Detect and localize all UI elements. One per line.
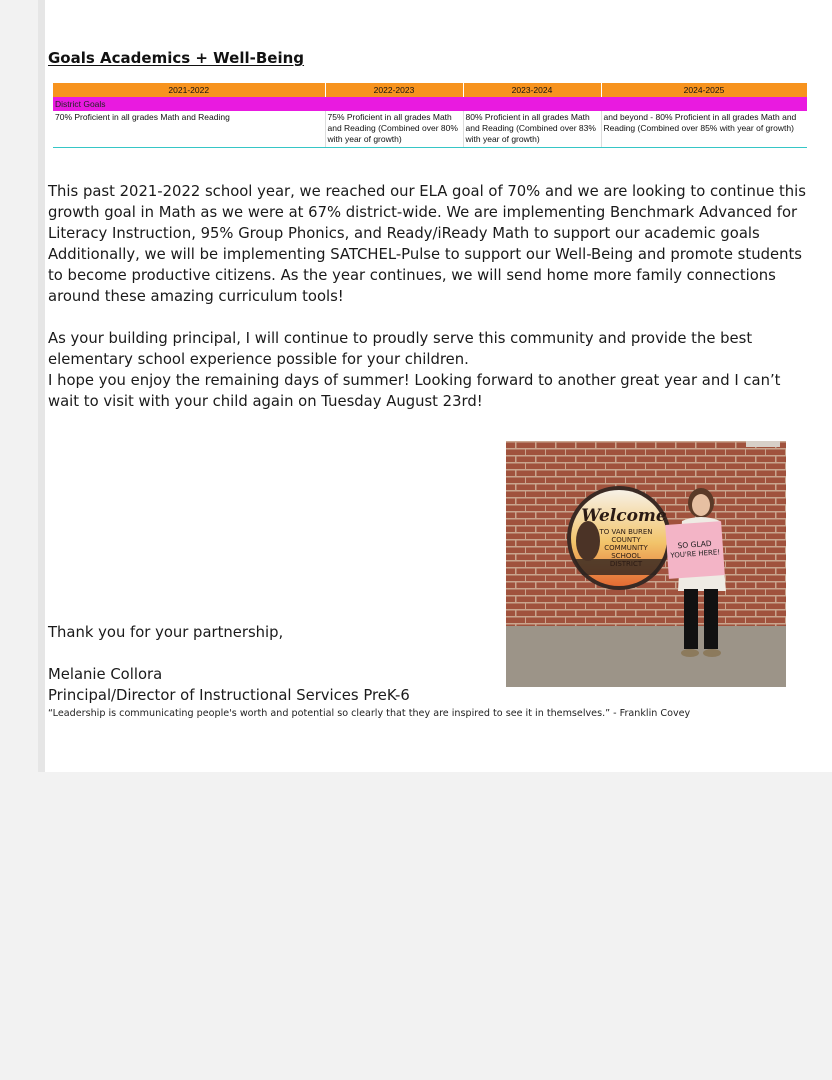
goals-header-cell: 2024-2025 [601,83,807,97]
card-line: YOU'RE HERE! [670,548,721,560]
section-heading: Goals Academics + Well-Being [48,49,305,67]
leadership-quote: “Leadership is communicating people's worth and potential so clearly that they are inspired to see it in themselves.” - Franklin Covey [48,708,691,719]
goals-table-header-row [53,83,807,97]
welcome-sign [567,486,671,590]
page-left-margin-bar [38,0,45,772]
signature-role: Principal/Director of Instructional Services PreK-6 [48,687,410,704]
goal-cell: and beyond - 80% Proficient in all grades Math and Reading (Combined over 85% with year of growth) [601,111,807,148]
goal-cell: 75% Proficient in all grades Math and Reading (Combined over 80% with year of growth) [325,111,463,148]
goals-header-cell: 2023-2024 [463,83,601,97]
signature-name: Melanie Collora [48,666,163,683]
sign-line: SCHOOL [611,552,641,560]
goals-table-subheader-row [53,97,807,111]
goal-cell: 80% Proficient in all grades Math and Reading (Combined over 83% with year of growth) [463,111,601,148]
district-goals-table [53,83,808,148]
goal-cell: 70% Proficient in all grades Math and Reading [53,111,325,148]
closing-line: Thank you for your partnership, [48,624,284,641]
so-glad-card [665,521,725,579]
table-row [53,111,807,148]
goals-header-cell: 2022-2023 [325,83,463,97]
sign-welcome-text: Welcome [581,506,667,526]
sidewalk [506,626,786,687]
principal-photo [506,441,786,687]
sign-line: TO VAN BUREN [599,528,653,536]
sign-line: COUNTY [611,536,641,544]
goals-header-cell: 2021-2022 [53,83,325,97]
sign-line: DISTRICT [609,560,643,568]
paragraph-curriculum: This past 2021-2022 school year, we reached our ELA goal of 70% and we are looking to continue this growth goal in Math as we were at 67% district-wide. We are implementing Benchmark Advanced for Literacy Instruction, 95% Group Phonics, and Ready/iReady Math to support our academic goals Additionally, we will be implementing SATCHEL-Pulse to support our Well-Being and promote students to become productive citizens. As the year continues, we will send home more family connections around these amazing curriculum tools! [48,183,807,305]
paragraph-summer: I hope you enjoy the remaining days of summer! Looking forward to another great year and I can’t wait to visit with your child again on Tuesday August 23rd! [48,372,781,410]
paragraph-principal: As your building principal, I will continue to proudly serve this community and provide the best elementary school experience possible for your children. [48,330,753,368]
card-line: SO GLAD [677,538,712,551]
sign-line: COMMUNITY [604,544,648,552]
district-goals-label: District Goals [53,97,807,111]
